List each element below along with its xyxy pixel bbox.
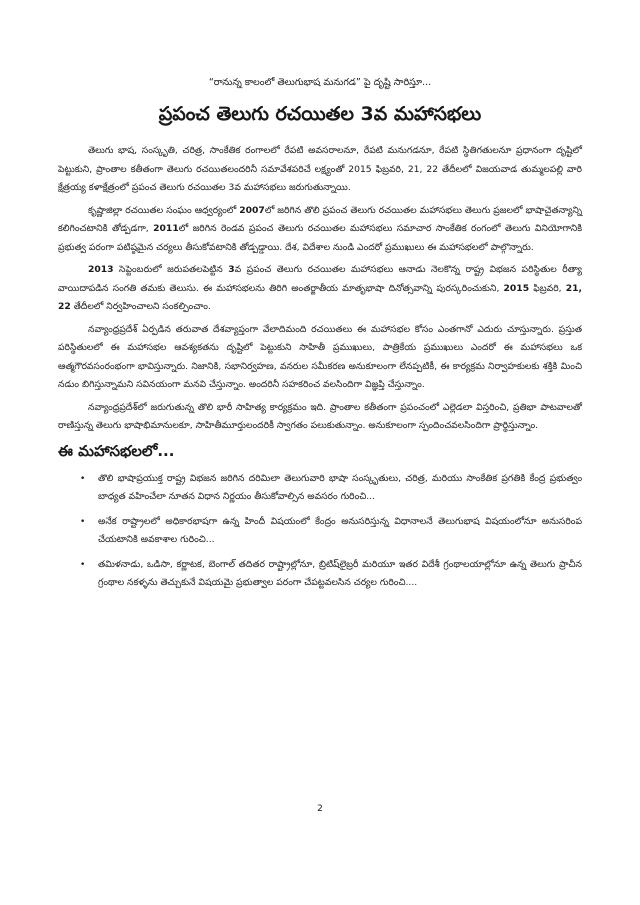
body-paragraph [58, 321, 582, 395]
bullet-text: తమిళనాడు, ఒడిసా, కర్ణాటక, బెంగాల్ తదితర రాష్ట్రాల్లోనూ, బ్రిటిష్‌లైబ్రరీ మరియూ ఇతర విదేశీ గ్రంథాలయాల్లోనూ ఉన్న తెలుగు ప్రాచీన గ్రంథాల నకళ్ళను తెచ్చుకునే విషయమై ప్రభుత్వాల పరంగా చేపట్టవలసిన చర్యల గురించి.... [98, 558, 582, 588]
paragraph-text: నవ్యాంధ్రప్రదేశ్‌లో జరుగుతున్న తొలి భారీ సాహిత్య కార్యక్రమం ఇది. ప్రాంతాల కతీతంగా ప్రపంచంలో ఎల్లెడలా విస్తరించి, ప్రతిభా పాటవాలతో రాణిస్తున్న తెలుగు భాషాభిమానులకూ, సాహితీమూర్తులందరికీ స్వాగతం పలుకుతున్నాం. అనుకూలంగా స్పందించవలసిందిగా ప్రార్థిస్తున్నాం. [58, 401, 582, 431]
bullet-item [80, 556, 582, 593]
bold-text: 3 [228, 264, 235, 275]
body-paragraph [58, 142, 582, 198]
bold-text: 2015 [503, 282, 530, 294]
bold-text: 2013 [88, 264, 114, 275]
paragraph-text: కృష్ణాజిల్లా రచయితల సంఘం ఆధ్వర్యంలో [88, 204, 240, 216]
section-heading: ఈ మహాసభలలో... [58, 441, 175, 460]
page-number: 2 [317, 804, 323, 814]
bullet-item [80, 513, 582, 550]
paragraph-text: సెప్టెంబరులో జరుపతలపెట్టిన [113, 264, 229, 275]
bullet-text: అనేక రాష్ట్రాలలో అధికారభాషగా ఉన్న హిందీ విషయంలో కేంద్రం అనుసరిస్తున్న విధానాలనే తెలుగుభాష విషయంలోనూ అనుసరింప చేయటానికి అవకాశాల గురించి... [98, 515, 582, 545]
body-paragraphs [58, 142, 582, 436]
paragraph-text: తెలుగు భాష, సంస్కృతి, చరిత్ర, సాంకేతిక రంగాలలో రేపటి అవసరాలనూ, రేపటి మనుగడనూ, రేపటి స్థితిగతులనూ ప్రధానంగా దృష్టిలో పెట్టుకుని, ప్రాంతాల కతీతంగా తెలుగు రచయితలందరినీ సమావేశపరిచే లక్ష్యంతో 2015 ఫిబ్రవరి, 21, 22 తేదీలలో విజయవాడ తుమ్మలపల్లి వారి క్షేత్రయ్య కళాక్షేత్రంలో ప్రపంచ తెలుగు రచయితల 3వ మహాసభలు జరుగుతున్నాయి. [58, 145, 582, 193]
paragraph-text: వ ప్రపంచ తెలుగు రచయితల మహాసభలు ఆనాడు నెలకొన్న రాష్ట్ర విభజన పరిస్థితుల రీత్యా వాయిదాపడిన సంగతి తమకు తెలుసు. ఈ మహాసభలను తిరిగి అంతర్జాతీయ మాతృభాషా దినోత్సవాన్ని పురస్కరించుకుని, [58, 264, 582, 294]
document-tagline: “రానున్న కాలంలో తెలుగుభాష మనుగడ” పై దృష్టి సారిస్తూ... [208, 77, 432, 88]
paragraph-text: లో జరిగిన రెండవ ప్రపంచ తెలుగు రచయితల మహాసభలు సమాచార సాంకేతిక రంగంలో తెలుగు వినియోగానికి ప్రభుత్వ పరంగా పటిష్ఠమైన చర్యలు తీసుకోవటానికి తోడ్పడ్డాయి. దేశ, విదేశాల నుండి ఎందరో ప్రముఖులు ఈ మహాసభలలో పాల్గొన్నారు. [58, 223, 583, 253]
bullet-text: తొలి భాషాప్రయుక్త రాష్ట్ర విభజన జరిగిన దరిమిలా తెలుగువారి భాషా సంస్కృతులు, చరిత్ర, మరియు సాంకేతిక ప్రగతికి కేంద్ర ప్రభుత్వం బాధ్యత వహించేలా నూతన విధాన నిర్ణయం తీసుకోవాల్సిన అవసరం గురించి... [98, 472, 582, 502]
paragraph-text: నవ్యాంధ్రప్రదేశ్ ఏర్పడిన తరువాత దేశవ్యాప్తంగా వేలాదిమంది రచయితలు ఈ మహాసభల కోసం ఎంతగానో ఎదురు చూస్తున్నారు. ప్రస్తుత పరిస్థితులలో ఈ మహాసభల ఆవశ్యకతను దృష్టిలో పెట్టుకుని సాహితీ ప్రముఖులు, పాత్రికేయ ప్రముఖులు ఎందరో ఈ మహాసభలు ఒక ఆత్మగౌరవసంరంభంగా భావిస్తున్నారు. నిజానికి, సభానిర్వహణ, వనరుల సమీకరణ అనుకూలంగా లేనప్పటికీ, ఈ కార్యక్రమ నిర్వాహకులకు శక్తికి మించి నడుం బిగిస్తున్నామని సవినయంగా మనవి చేస్తున్నాం. అందరినీ సహకరించ వలసిందిగా విజ్ఞప్తి చేస్తున్నాం. [58, 323, 582, 390]
paragraph-text: ఫిబ్రవరి, [529, 282, 566, 294]
bold-text: 21, 22 [58, 282, 582, 312]
bullet-item [80, 470, 582, 507]
paragraph-text: లో జరిగిన తొలి ప్రపంచ తెలుగు రచయితల మహాసభలు తెలుగు ప్రజలలో భాషాచైతన్యాన్ని కలిగించటానికి తోడ్పడగా, [58, 204, 582, 234]
body-paragraph [58, 261, 582, 317]
bullet-list [58, 470, 582, 593]
document-title: ప్రపంచ తెలుగు రచయితల 3వ మహాసభలు [158, 103, 482, 125]
bullet-icon: • [80, 473, 86, 484]
body-paragraph [58, 399, 582, 436]
bullet-icon: • [80, 559, 86, 570]
body-paragraph [58, 202, 582, 258]
bullet-icon: • [80, 516, 86, 527]
paragraph-text: తేదీలలో నిర్వహించాలని సంకల్పించాం. [70, 301, 211, 312]
bold-text: 2007 [239, 204, 265, 216]
bold-text: 2011 [153, 223, 179, 234]
